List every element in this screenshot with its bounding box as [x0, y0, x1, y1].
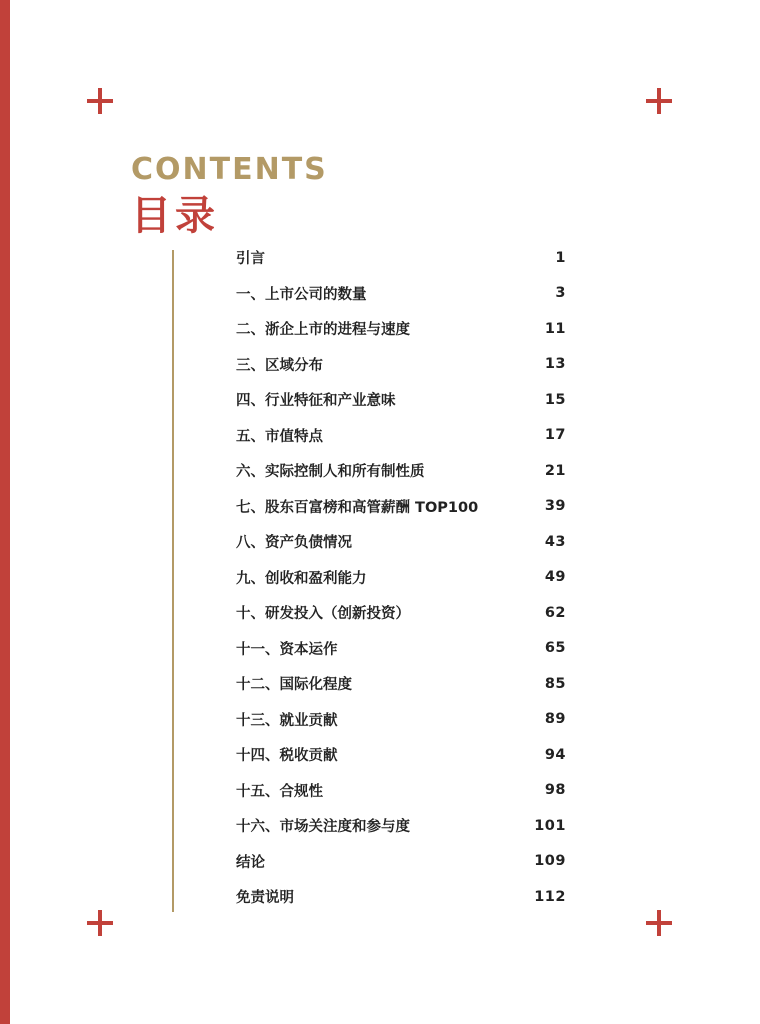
- toc-entry[interactable]: [236, 311, 566, 347]
- toc-entry[interactable]: [236, 879, 566, 915]
- toc-entry[interactable]: [236, 347, 566, 383]
- toc-entry[interactable]: [236, 808, 566, 844]
- toc-entry-page-number: 65: [544, 640, 566, 657]
- toc-entry[interactable]: [236, 631, 566, 667]
- toc-entry-page-number: 112: [534, 888, 566, 905]
- toc-entry-title: 六、实际控制人和所有制性质: [236, 464, 425, 481]
- toc-entry-title: 二、浙企上市的进程与速度: [236, 322, 410, 339]
- toc-entry[interactable]: [236, 737, 566, 773]
- toc-entry-title: 引言: [236, 251, 265, 268]
- toc-entry-title: 十、研发投入（创新投资）: [236, 606, 410, 623]
- toc-entry-title: 四、行业特征和产业意味: [236, 393, 396, 410]
- toc-entry[interactable]: [236, 382, 566, 418]
- toc-entry-page-number: 98: [544, 782, 566, 799]
- left-accent-bar: [0, 0, 10, 1024]
- toc-entry-page-number: 11: [544, 320, 566, 337]
- toc-entry[interactable]: [236, 773, 566, 809]
- toc-entry[interactable]: [236, 560, 566, 596]
- toc-entry-page-number: 62: [544, 604, 566, 621]
- toc-entry-title: 十二、国际化程度: [236, 677, 352, 694]
- toc-entry-page-number: 49: [544, 569, 566, 586]
- toc-entry-title: 十三、就业贡献: [236, 712, 338, 729]
- toc-entry[interactable]: [236, 418, 566, 454]
- toc-entry-title: 十五、合规性: [236, 783, 323, 800]
- toc-entry-page-number: 109: [534, 853, 566, 870]
- toc-entry[interactable]: [236, 666, 566, 702]
- toc-entry-page-number: 101: [534, 817, 566, 834]
- toc-entry[interactable]: [236, 702, 566, 738]
- toc-entry-page-number: 39: [544, 498, 566, 515]
- toc-entry[interactable]: [236, 453, 566, 489]
- toc-entry-page-number: 3: [555, 285, 566, 302]
- toc-entry[interactable]: [236, 844, 566, 880]
- toc-entry-page-number: 85: [544, 675, 566, 692]
- toc-entry-title: 五、市值特点: [236, 428, 323, 445]
- toc-entry-title: 八、资产负债情况: [236, 535, 352, 552]
- toc-entry[interactable]: [236, 276, 566, 312]
- toc-entry[interactable]: [236, 524, 566, 560]
- toc-entry-title: 一、上市公司的数量: [236, 286, 367, 303]
- toc-entry-page-number: 1: [555, 249, 566, 266]
- gold-divider-line: [172, 250, 174, 912]
- toc-entry-page-number: 43: [544, 533, 566, 550]
- toc-entry[interactable]: [236, 489, 566, 525]
- cross-mark-bottom-left-icon: [87, 910, 113, 936]
- toc-entry-page-number: 17: [544, 427, 566, 444]
- contents-title-chinese: 目录: [131, 193, 219, 239]
- toc-entry-title: 结论: [236, 854, 265, 871]
- toc-entry[interactable]: [236, 595, 566, 631]
- toc-entry-page-number: 13: [544, 356, 566, 373]
- toc-entry-title: 九、创收和盈利能力: [236, 570, 367, 587]
- toc-entry-title: 十一、资本运作: [236, 641, 338, 658]
- toc-entry-page-number: 15: [544, 391, 566, 408]
- toc-entry-page-number: 89: [544, 711, 566, 728]
- toc-entry-title: 十六、市场关注度和参与度: [236, 819, 410, 836]
- toc-entry-page-number: 94: [544, 746, 566, 763]
- cross-mark-top-right-icon: [646, 88, 672, 114]
- toc-entry-title: 七、股东百富榜和高管薪酬 TOP100: [236, 499, 479, 516]
- toc-entry-title: 三、区域分布: [236, 357, 323, 374]
- toc-entry[interactable]: [236, 240, 566, 276]
- table-of-contents: [236, 240, 566, 915]
- toc-entry-title: 免责说明: [236, 890, 294, 907]
- toc-entry-title: 十四、税收贡献: [236, 748, 338, 765]
- toc-entry-page-number: 21: [544, 462, 566, 479]
- cross-mark-top-left-icon: [87, 88, 113, 114]
- cross-mark-bottom-right-icon: [646, 910, 672, 936]
- contents-title-english: CONTENTS: [131, 152, 328, 187]
